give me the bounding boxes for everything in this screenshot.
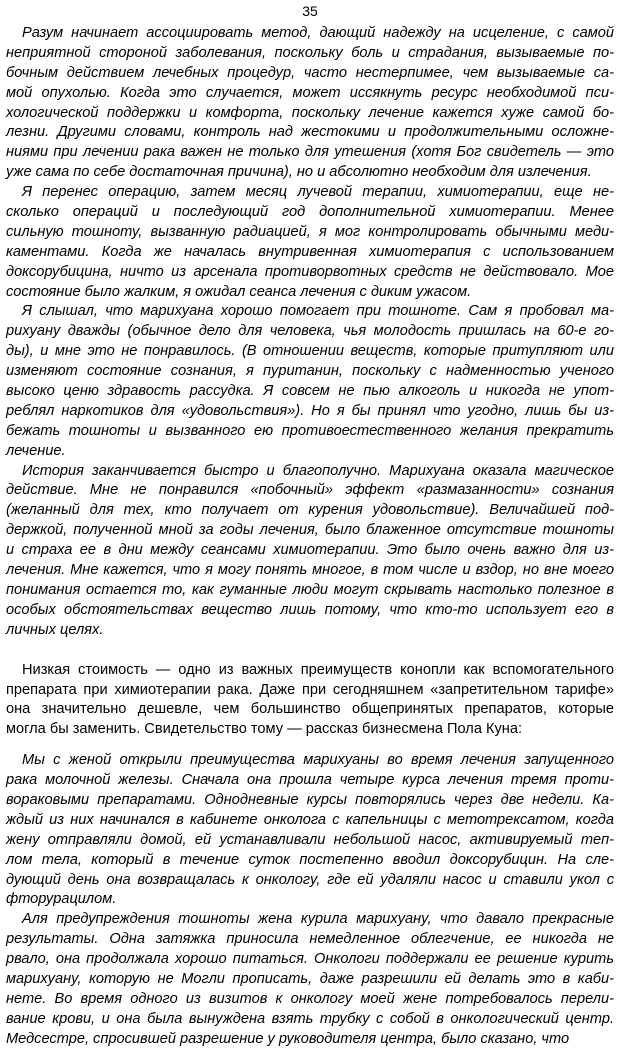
text-line: хологической поддержки и комфорта, поскольку лечение кажется хуже самой бо- — [6, 104, 614, 121]
text-line: лом тела, который в течение суток постепенно вводил доксорубицин. На сле- — [6, 851, 614, 868]
text-line: (желанный для тех, кто получает от курения удовольствие). Величайшей под- — [6, 502, 614, 519]
text-line: неприятной стороной заболевания, поскольку боль и страдания, вызываемые по- — [6, 44, 614, 61]
text-line: действие. Мне не понравился «побочный» эффект «размазанности» сознания — [6, 482, 614, 499]
text-line: лезни. Другими словами, контроль над жестокими и продолжительными осложне- — [6, 124, 614, 141]
text-line: результаты. Одна затяжка приносила немедленное облегчение, ее никогда не — [6, 931, 614, 948]
text-line: держкой, полученной мной за годы лечения, было блаженное отсутствие тошноты — [6, 522, 614, 539]
block-gap — [6, 740, 614, 751]
text-line: препарата при химиотерапии рака. Даже при сегодняшнем «запретительном тарифе» — [6, 681, 614, 698]
text-line: бежать тошноты и вызванного ею противоестественного желания прекратить — [6, 422, 614, 439]
text-line: рвало, она продолжала хорошо питаться. Онкологи поддержали ее решение курить — [6, 951, 614, 968]
text-line: ниями при лечении рака важен не только для утешения (хотя Бог свидетель — это — [6, 144, 614, 161]
text-line: уже сама по себе достаточная причина), но и абсолютно необходим для излечения. — [6, 164, 592, 181]
block-gap — [6, 641, 614, 661]
paragraph — [6, 462, 614, 641]
text-line: Я перенес операцию, затем месяц лучевой терапии, химиотерапии, еще не- — [22, 184, 614, 201]
text-line: могла бы заменить. Свидетельство тому — рассказ бизнесмена Пола Куна: — [6, 721, 523, 738]
text-line: вораковыми препаратами. Однодневные курсы повторялись через две недели. Ка- — [6, 791, 614, 808]
text-line: вание крови, и она была вынуждена взять трубку с собой в онкологический центр. — [6, 1010, 614, 1027]
paragraph — [6, 24, 614, 183]
body-text-block — [6, 661, 614, 741]
text-line: Мы с женой открыли преимущества марихуаны во время лечения запущенного — [22, 752, 614, 769]
text-line: дующий день она возвращалась к онкологу, где ей удаляли насос и ставили укол с — [6, 871, 614, 888]
text-line: мой опухолью. Когда это случается, может иссякнуть ресурс необходимой пси- — [6, 84, 614, 101]
quote-block — [6, 751, 614, 1049]
text-line: особых обстоятельствах вещество лишь потому, что кто-то использует его в — [6, 601, 614, 618]
text-line: сильную тошноту, вызванную радиацией, я мог контролировать обычными меди- — [6, 223, 614, 240]
text-line: Низкая стоимость — одно из важных преимуществ конопли как вспомогательного — [22, 661, 614, 678]
text-line: она значительно дешевле, чем большинство общепринятых препаратов, которые — [6, 701, 614, 718]
text-line: жену отправляли домой, ей устанавливали небольшой насос, активируемый теп- — [6, 831, 614, 848]
text-line: понимания остается то, как гуманные люди могут скрывать настолько полезное в — [6, 581, 614, 598]
text-line: реблял наркотиков для «удовольствия»). Но я бы принял что угодно, лишь бы из- — [6, 402, 614, 419]
text-line: фторурацилом. — [6, 891, 117, 908]
text-line: Я слышал, что марихуана хорошо помогает при тошноте. Сам я пробовал ма- — [22, 303, 614, 320]
text-line: лечения. Мне кажется, что я могу понять многое, в том числе и вздор, но вне моего — [6, 562, 614, 579]
paragraph — [6, 183, 614, 302]
text-line: ды), и мне это не понравилось. (В отношении веществ, которые притупляют или — [6, 343, 614, 360]
text-line: и страха ее в дни между сеансами химиотерапии. Это было очень важно для из- — [6, 542, 614, 559]
text-line: бочным действием лечебных процедур, часто нестерпимее, чем вызываемые са- — [6, 64, 614, 81]
text-line: Разум начинает ассоциировать метод, дающий надежду на исцеление, с самой — [22, 25, 614, 41]
text-line: каментами. Когда же началась внутривенная химиотерапия с использованием — [6, 243, 614, 260]
text-line: доксорубицина, ничто из арсенала противорвотных средств не действовало. Мое — [6, 263, 614, 280]
text-line: сколько операций и последующий год дополнительной химиотерапии. Менее — [6, 204, 614, 221]
paragraph — [6, 751, 614, 910]
text-line: марихуану, которую не Могли прописать, даже разрешили ей делать это в каби- — [6, 970, 614, 987]
page-number: 35 — [302, 3, 318, 19]
text-line: Аля предупреждения тошноты жена курила марихуану, что давало прекрасные — [22, 911, 614, 928]
text-line: состояние было жалким, я ожидал сеанса лечения с диким ужасом. — [6, 283, 472, 300]
text-line: рихуану дважды (обычное дело для человека, чья молодость пришлась на 60-е го- — [6, 323, 614, 340]
text-line: высоко ценю здравость рассудка. Я совсем не пью алкоголь и никогда не упот- — [6, 383, 614, 400]
page-content — [6, 24, 614, 1050]
paragraph — [6, 910, 614, 1049]
quote-block — [6, 24, 614, 641]
text-line: Медсестре, спросившей разрешение у руководителя центра, было сказано, что — [6, 1030, 570, 1047]
text-line: лечение. — [6, 442, 66, 459]
text-line: личных целях. — [6, 621, 104, 638]
text-line: нете. Во время одного из визитов к онкологу моей жене потребовалось перели- — [6, 990, 614, 1007]
text-line: изменяют состояние сознания, я пуританин, поскольку с надменностью ученого — [6, 363, 614, 380]
paragraph — [6, 302, 614, 461]
text-line: ждый из них начинался в кабинете онколога с капельницы с метотрексатом, когда — [6, 811, 614, 828]
paragraph — [6, 661, 614, 741]
text-line: рака молочной железы. Сначала она прошла четыре курса лечения тремя проти- — [6, 772, 614, 789]
text-line: История заканчивается быстро и благополучно. Марихуана оказала магическое — [22, 462, 614, 479]
